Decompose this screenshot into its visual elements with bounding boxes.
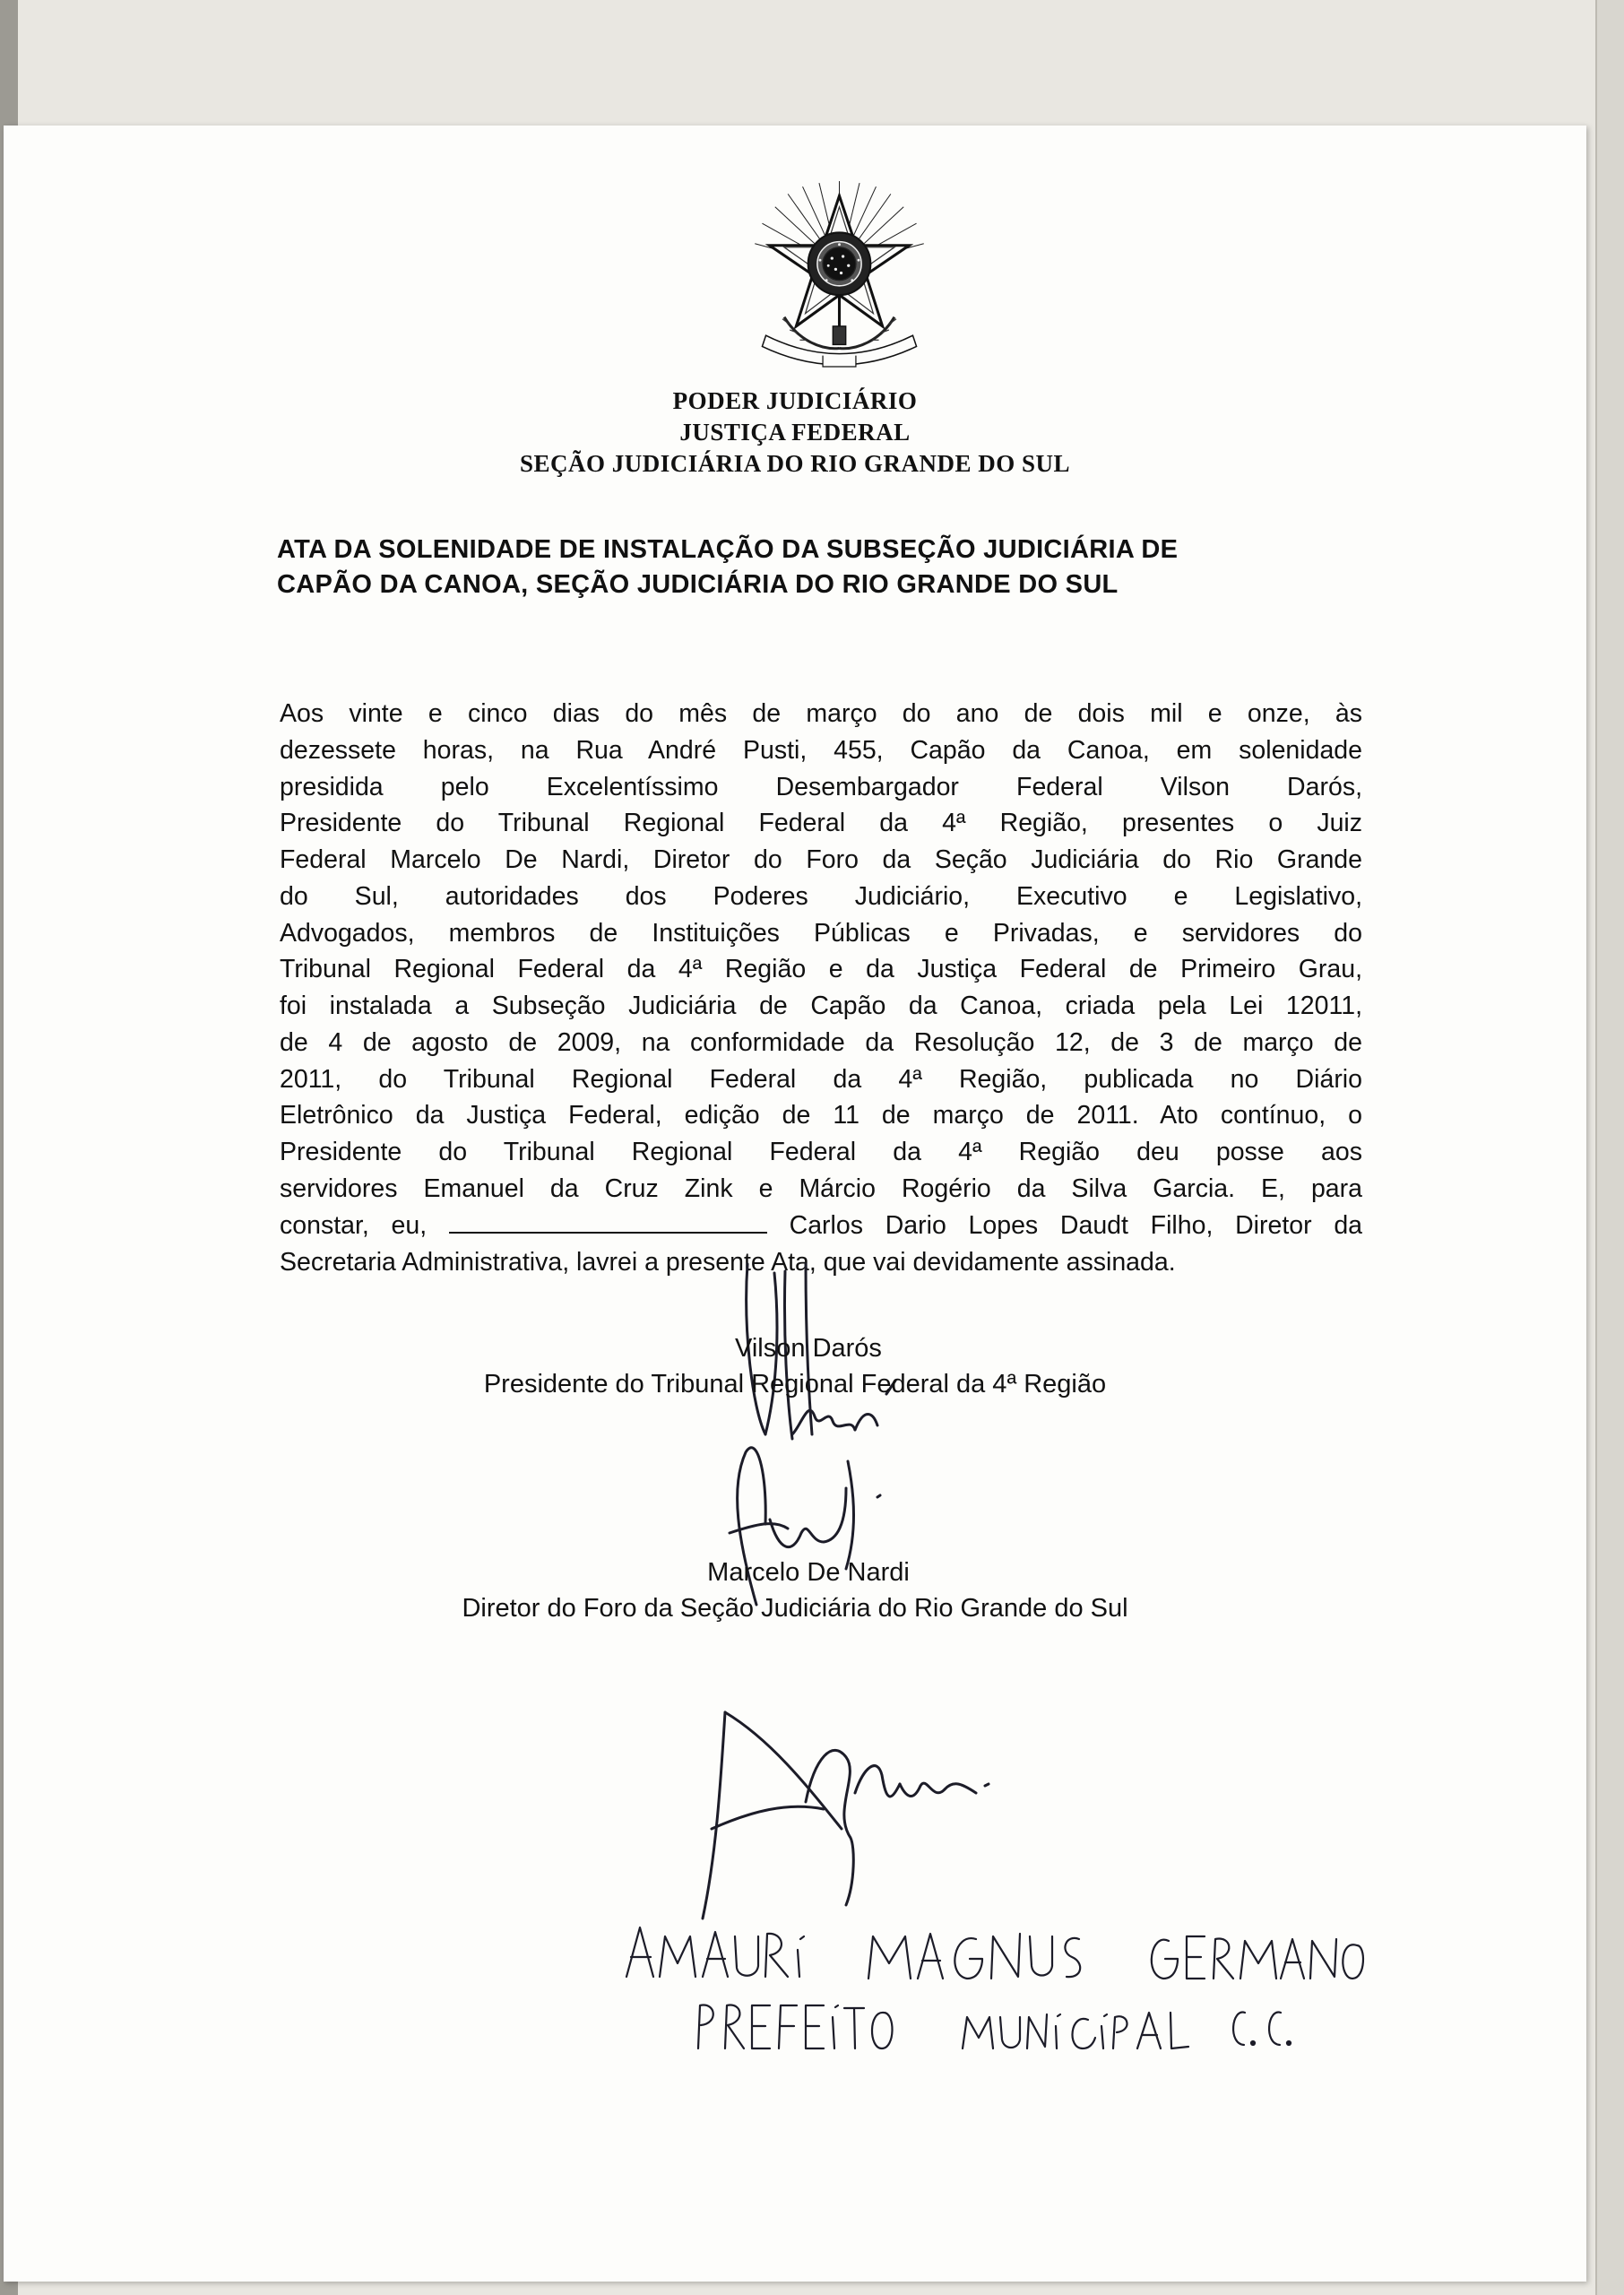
body-text: constar, eu, <box>280 1211 428 1240</box>
body-line: Advogados, membros de Instituições Públicas e Privadas, e servidores do <box>280 919 1362 948</box>
coat-of-arms-icon <box>747 179 931 368</box>
body-line-closing: Secretaria Administrativa, lavrei a presente Ata, que vai devidamente assinada. <box>280 1248 1176 1277</box>
header-line-2: JUSTIÇA FEDERAL <box>679 419 911 446</box>
signature-blank-line <box>449 1214 767 1234</box>
body-line: Aos vinte e cinco dias do mês de março do ano de dois mil e onze, às <box>280 699 1362 728</box>
document-title-line-1: ATA DA SOLENIDADE DE INSTALAÇÃO DA SUBSEÇÃO JUDICIÁRIA DE <box>277 535 1179 564</box>
body-line: Presidente do Tribunal Regional Federal da 4ª Região, presentes o Juiz <box>280 809 1362 837</box>
body-line: Tribunal Regional Federal da 4ª Região e da Justiça Federal de Primeiro Grau, <box>280 955 1362 983</box>
body-line-signature-blank <box>280 1211 1362 1241</box>
folder-edge <box>1595 0 1624 2295</box>
body-line: presidida pelo Excelentíssimo Desembargador Federal Vilson Darós, <box>280 773 1362 801</box>
signature-amauri-magnus-germano <box>698 1703 1057 1927</box>
signatory-name: Vilson Darós <box>735 1334 882 1363</box>
body-line: Federal Marcelo De Nardi, Diretor do Foro da Seção Judiciária do Rio Grande <box>280 845 1362 874</box>
body-text: Carlos Dario Lopes Daudt Filho, Diretor da <box>789 1211 1363 1240</box>
body-line: do Sul, autoridades dos Poderes Judiciário, Executivo e Legislativo, <box>280 882 1362 911</box>
body-line: foi instalada a Subseção Judiciária de Capão da Canoa, criada pela Lei 12011, <box>280 992 1362 1020</box>
signatory-role: Presidente do Tribunal Regional Federal da 4ª Região <box>483 1370 1107 1399</box>
handwritten-name-mayor <box>622 1923 1366 2057</box>
body-line: servidores Emanuel da Cruz Zink e Márcio Rogério da Silva Garcia. E, para <box>280 1174 1362 1203</box>
signatory-name: Marcelo De Nardi <box>707 1558 910 1587</box>
header-line-1: PODER JUDICIÁRIO <box>672 387 918 414</box>
body-line: Presidente do Tribunal Regional Federal da 4ª Região deu posse aos <box>280 1138 1362 1166</box>
document-title-line-2: CAPÃO DA CANOA, SEÇÃO JUDICIÁRIA DO RIO GRANDE DO SUL <box>277 570 1119 599</box>
body-line: Eletrônico da Justiça Federal, edição de 11 de março de 2011. Ato contínuo, o <box>280 1101 1362 1130</box>
document-page <box>4 126 1586 2282</box>
body-line: 2011, do Tribunal Regional Federal da 4ª Região, publicada no Diário <box>280 1065 1362 1094</box>
signatory-role: Diretor do Foro da Seção Judiciária do Rio Grande do Sul <box>462 1594 1128 1623</box>
header-line-3: SEÇÃO JUDICIÁRIA DO RIO GRANDE DO SUL <box>519 450 1071 477</box>
body-line: de 4 de agosto de 2009, na conformidade da Resolução 12, de 3 de março de <box>280 1028 1362 1057</box>
body-line: dezessete horas, na Rua André Pusti, 455, Capão da Canoa, em solenidade <box>280 736 1362 765</box>
